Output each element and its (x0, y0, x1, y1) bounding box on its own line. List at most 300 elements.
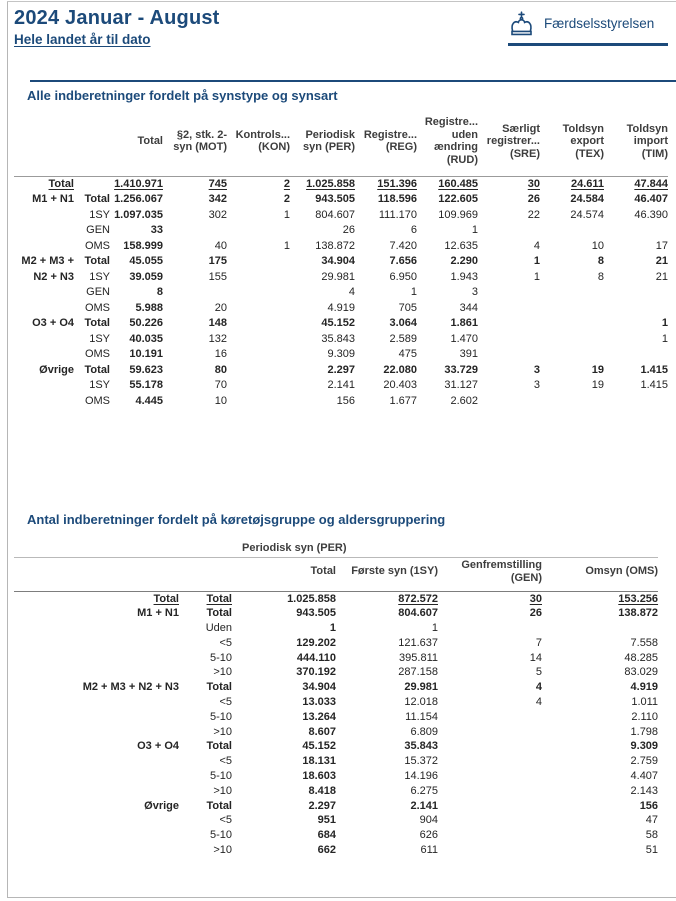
column-header: Særligt registrer... (SRE) (478, 112, 540, 176)
header-spacer (14, 538, 180, 557)
section-divider-line (30, 80, 676, 82)
value-cell: 24.611 (570, 177, 604, 190)
column-header: Total (110, 112, 163, 176)
value-cell: 804.607 (315, 208, 355, 221)
value-cell: 8 (597, 270, 604, 283)
value-cell: 342 (208, 193, 227, 205)
value-cell: 2.602 (450, 394, 478, 407)
row-group-cell (14, 636, 180, 651)
value-cell: 7.656 (389, 255, 417, 267)
table-row (14, 636, 658, 651)
value-cell (227, 347, 290, 363)
row-group-label: M1 + N1 (32, 193, 74, 205)
row-group-cell (14, 254, 74, 283)
value-cell: 22.080 (383, 363, 417, 376)
value-cell (540, 332, 604, 348)
table-row (14, 254, 668, 270)
table-row (14, 192, 668, 208)
value-cell: 156 (639, 799, 659, 812)
value-cell: 29.981 (321, 270, 355, 283)
value-cell: 10.191 (129, 348, 163, 360)
value-cell: 40.035 (129, 332, 163, 345)
crown-icon (508, 11, 535, 36)
value-cell: 1.415 (640, 379, 668, 391)
value-cell: 13.264 (302, 710, 336, 723)
table-row (14, 843, 658, 858)
table-row (14, 378, 668, 394)
row-group-cell (14, 301, 72, 317)
value-cell: 15.372 (404, 755, 438, 768)
value-cell (227, 332, 290, 348)
row-group-label: Øvrige (39, 363, 74, 376)
value-cell: 34.904 (321, 255, 355, 267)
value-cell: 1.415 (640, 363, 668, 376)
column-header: Periodisk syn (PER) (290, 112, 355, 176)
span-header-row (14, 538, 658, 557)
value-cell: 51 (645, 844, 659, 857)
value-cell: 904 (419, 814, 438, 827)
table-row (14, 606, 658, 621)
row-sub-label: >10 (213, 844, 232, 857)
value-cell: 45.055 (129, 255, 163, 267)
value-cell: 951 (317, 814, 336, 827)
row-group-cell (14, 285, 72, 301)
row-group-cell (14, 843, 180, 858)
row-group-cell (14, 363, 72, 379)
row-sub-label: GEN (86, 224, 110, 236)
value-cell: 9.309 (630, 740, 659, 753)
value-cell: 344 (459, 301, 478, 314)
column-header: Kontrols... (KON) (227, 112, 290, 176)
value-cell: 30 (529, 592, 542, 605)
table-row (14, 208, 668, 224)
value-cell (604, 285, 668, 301)
value-cell (438, 739, 542, 754)
value-cell: 1.025.858 (287, 592, 336, 605)
value-cell: 1.861 (450, 317, 478, 329)
row-sub-label: Total (84, 255, 110, 267)
value-cell (478, 285, 540, 301)
value-cell: 16 (214, 348, 227, 360)
value-cell: 6.809 (410, 725, 438, 738)
value-cell (227, 394, 290, 410)
row-sub-label: >10 (213, 725, 232, 738)
value-cell: 155 (208, 270, 227, 283)
value-cell: 158.999 (123, 239, 163, 252)
value-cell (478, 347, 540, 363)
value-cell (227, 254, 290, 270)
value-cell: 2.143 (630, 784, 659, 797)
value-cell: 804.607 (398, 607, 438, 620)
row-group-label: M2 + M3 + N2 + N3 (82, 681, 179, 694)
value-cell: 160.485 (438, 177, 478, 190)
value-cell: 2.297 (327, 363, 355, 376)
value-cell: 2 (283, 177, 290, 190)
table-row (14, 828, 658, 843)
row-group-cell (14, 378, 72, 394)
row-group-label: O3 + O4 (137, 740, 179, 753)
row-group-label: Øvrige (144, 799, 179, 812)
row-group-cell (14, 651, 180, 666)
row-group-label: M2 + M3 + N2 + N3 (21, 255, 74, 283)
value-cell: 1 (661, 332, 668, 345)
table-row (14, 223, 668, 239)
row-sub-label: OMS (84, 348, 110, 360)
value-cell: 705 (398, 301, 417, 314)
row-group-cell (14, 347, 72, 363)
value-cell (227, 285, 290, 301)
value-cell: 138.872 (315, 239, 355, 252)
value-cell (438, 784, 542, 799)
value-cell: 46.390 (634, 208, 668, 221)
value-cell: 10 (591, 239, 604, 252)
value-cell: 1 (431, 622, 438, 635)
value-cell (227, 378, 290, 394)
value-cell: 302 (208, 208, 227, 221)
value-cell: 872.572 (398, 592, 438, 605)
row-group-cell (14, 621, 180, 636)
koretojsgruppe-table (14, 538, 658, 858)
value-cell: 24.574 (570, 208, 604, 221)
value-cell: 1.410.971 (114, 177, 163, 190)
value-cell: 83.029 (624, 666, 659, 679)
row-sub-label: OMS (84, 239, 110, 252)
value-cell: 1.011 (631, 696, 659, 709)
row-sub-label: Total (84, 363, 110, 376)
row-group-cell (14, 754, 180, 769)
value-cell (604, 223, 668, 239)
value-cell: 122.605 (438, 193, 478, 205)
value-cell: 109.969 (438, 208, 478, 221)
table-row (14, 784, 658, 799)
row-sub-label: Total (206, 740, 232, 753)
value-cell: 1.097.035 (114, 208, 163, 221)
table-row (14, 710, 658, 725)
value-cell: 21 (655, 255, 668, 267)
table-row (14, 695, 658, 710)
row-sub-label: OMS (84, 394, 110, 407)
value-cell: 3 (471, 286, 478, 298)
row-group-cell (14, 828, 180, 843)
value-cell: 29.981 (404, 681, 438, 694)
value-cell: 745 (208, 177, 227, 190)
value-cell (227, 363, 290, 379)
value-cell: 2.297 (308, 799, 336, 812)
value-cell: 943.505 (315, 193, 355, 205)
table-row (14, 270, 668, 286)
row-sub-label: 1SY (89, 332, 110, 345)
value-cell: 1.256.067 (114, 193, 163, 205)
row-group-cell (14, 799, 180, 814)
value-cell: 8.418 (308, 784, 336, 797)
header-spacer (14, 112, 72, 176)
value-cell: 626 (419, 829, 438, 842)
row-group-cell (14, 223, 72, 239)
table-header-row (14, 112, 668, 176)
value-cell (478, 332, 540, 348)
value-cell: 2.110 (631, 710, 659, 723)
table-row (14, 301, 668, 317)
row-group-label: O3 + O4 (32, 317, 74, 329)
row-group-cell (14, 332, 72, 348)
table-row (14, 754, 658, 769)
row-group-cell (14, 739, 180, 754)
value-cell: 5 (535, 666, 542, 679)
value-cell: 40 (214, 239, 227, 252)
column-header: Første syn (1SY) (336, 557, 438, 591)
value-cell: 13.033 (302, 696, 336, 709)
value-cell: 24.584 (570, 193, 604, 205)
section1-title: Alle indberetninger fordelt på synstype og synsart (27, 88, 338, 103)
page-frame-bottom (7, 897, 676, 898)
table-row (14, 363, 668, 379)
row-group-label: Total (48, 177, 74, 190)
value-cell (540, 316, 604, 332)
value-cell: 121.637 (398, 636, 438, 649)
value-cell: 2.589 (389, 332, 417, 345)
value-cell: 129.202 (296, 636, 336, 649)
value-cell (540, 394, 604, 410)
value-cell (163, 223, 227, 239)
table-row (14, 591, 658, 606)
value-cell (478, 223, 540, 239)
section2-title: Antal indberetninger fordelt på køretøjsgruppe og aldersgruppering (27, 512, 446, 527)
column-header: Omsyn (OMS) (542, 557, 658, 591)
row-sub-label: Total (84, 193, 110, 205)
value-cell: 4 (535, 696, 542, 709)
table-row (14, 813, 658, 828)
row-sub-label: 1SY (89, 379, 110, 391)
value-cell: 33 (150, 224, 163, 236)
row-group-cell (14, 239, 72, 255)
row-group-cell (14, 270, 72, 286)
span-column-header: Periodisk syn (PER) (232, 538, 658, 557)
logo-text: Færdselsstyrelsen (544, 16, 655, 31)
value-cell: 6.275 (410, 784, 438, 797)
value-cell: 35.843 (404, 740, 438, 753)
value-cell: 46.407 (634, 193, 668, 205)
value-cell (604, 301, 668, 317)
column-header: Toldsyn export (TEX) (540, 112, 604, 176)
table-row (14, 347, 668, 363)
page-frame-top (7, 1, 676, 2)
faerdselsstyrelsen-logo (508, 11, 668, 46)
value-cell: 26 (527, 193, 540, 205)
report-title: 2024 Januar - August (14, 7, 220, 29)
row-sub-label: <5 (219, 696, 232, 709)
value-cell: 475 (398, 348, 417, 360)
table-row (14, 769, 658, 784)
table-row (14, 239, 668, 255)
value-cell: 151.396 (377, 177, 417, 190)
value-cell: 1 (533, 270, 540, 283)
row-group-cell (14, 665, 180, 680)
value-cell (163, 285, 227, 301)
value-cell (227, 223, 290, 239)
value-cell (438, 725, 542, 740)
row-sub-label (72, 176, 110, 192)
table-row (14, 651, 658, 666)
header-spacer (180, 557, 232, 591)
value-cell: 6 (410, 224, 417, 236)
value-cell: 395.811 (399, 651, 438, 664)
row-sub-label: 1SY (89, 208, 110, 221)
value-cell: 2.290 (450, 255, 478, 267)
value-cell: 70 (214, 379, 227, 391)
value-cell (478, 301, 540, 317)
row-group-cell (14, 606, 180, 621)
value-cell: 18.131 (302, 755, 336, 768)
value-cell: 1.470 (450, 332, 478, 345)
value-cell (478, 394, 540, 410)
value-cell (540, 301, 604, 317)
value-cell (438, 621, 542, 636)
value-cell: 1 (533, 255, 540, 267)
value-cell: 943.505 (296, 607, 336, 620)
page-frame-left (7, 1, 8, 898)
value-cell (540, 223, 604, 239)
row-group-cell (14, 176, 72, 192)
value-cell: 34.904 (302, 681, 336, 694)
value-cell: 662 (317, 844, 336, 857)
table-row (14, 176, 668, 192)
table-row (14, 665, 658, 680)
value-cell: 156 (336, 394, 355, 407)
value-cell: 58 (645, 829, 659, 842)
header-spacer (180, 538, 232, 557)
value-cell: 47.844 (634, 177, 668, 190)
value-cell: 1.025.858 (306, 177, 355, 190)
table-row (14, 680, 658, 695)
table-row (14, 285, 668, 301)
value-cell: 4.919 (630, 681, 659, 694)
table-body (14, 591, 658, 858)
value-cell: 4 (533, 239, 540, 252)
row-sub-label: 5-10 (209, 829, 232, 842)
value-cell: 287.158 (398, 666, 438, 679)
column-header: Registre... uden ændring (RUD) (417, 112, 478, 176)
value-cell: 8 (156, 286, 163, 298)
header-spacer (72, 112, 110, 176)
value-cell: 19 (591, 379, 604, 391)
value-cell: 1.677 (389, 394, 417, 407)
value-cell (604, 347, 668, 363)
row-group-label: Total (153, 592, 179, 605)
value-cell: 4.407 (630, 770, 659, 783)
value-cell: 35.843 (321, 332, 355, 345)
value-cell: 3 (533, 363, 540, 376)
value-cell (227, 316, 290, 332)
value-cell: 1 (661, 317, 668, 329)
value-cell: 48.285 (624, 651, 659, 664)
value-cell (438, 754, 542, 769)
value-cell: 17 (655, 239, 668, 252)
value-cell: 30 (527, 177, 540, 190)
row-group-cell (14, 769, 180, 784)
row-group-cell (14, 710, 180, 725)
row-group-cell (14, 813, 180, 828)
table-row (14, 739, 658, 754)
row-group-cell (14, 394, 72, 410)
row-group-cell (14, 784, 180, 799)
synstype-table (14, 112, 668, 409)
value-cell: 1.943 (450, 270, 478, 283)
value-cell: 3 (533, 379, 540, 391)
value-cell (438, 813, 542, 828)
value-cell: 59.623 (129, 363, 163, 376)
column-header: §2, stk. 2-syn (MOT) (163, 112, 227, 176)
row-sub-label: Total (206, 607, 232, 620)
row-sub-label: <5 (219, 814, 232, 827)
row-group-cell (14, 208, 72, 224)
value-cell: 45.152 (321, 317, 355, 329)
table-header-row (14, 557, 658, 591)
value-cell (540, 347, 604, 363)
value-cell: 8 (597, 255, 604, 267)
value-cell: 45.152 (302, 740, 336, 753)
value-cell (438, 828, 542, 843)
value-cell: 31.127 (444, 379, 478, 391)
column-header: Total (232, 557, 336, 591)
column-header: Genfremstilling (GEN) (438, 557, 542, 591)
row-sub-label: 5-10 (209, 770, 232, 783)
value-cell: 8.607 (308, 725, 336, 738)
row-group-cell (14, 695, 180, 710)
row-group-cell (14, 725, 180, 740)
row-sub-label: OMS (84, 301, 110, 314)
value-cell: 444.110 (296, 651, 336, 664)
value-cell (438, 799, 542, 814)
value-cell: 7 (535, 636, 542, 649)
column-header: Toldsyn import (TIM) (604, 112, 668, 176)
value-cell: 4 (535, 681, 542, 694)
value-cell: 2.759 (630, 755, 659, 768)
table-row (14, 394, 668, 410)
value-cell: 132 (208, 332, 227, 345)
row-sub-label: >10 (213, 784, 232, 797)
value-cell: 7.420 (389, 239, 417, 252)
value-cell: 10 (214, 394, 227, 407)
table-row (14, 332, 668, 348)
table-row (14, 799, 658, 814)
value-cell: 55.178 (129, 379, 163, 391)
value-cell: 111.170 (378, 208, 417, 221)
value-cell (540, 285, 604, 301)
value-cell (438, 710, 542, 725)
value-cell (227, 301, 290, 317)
value-cell: 1.798 (630, 725, 659, 738)
value-cell (478, 316, 540, 332)
row-sub-label: Total (84, 317, 110, 329)
row-sub-label: 5-10 (209, 710, 232, 723)
value-cell: 153.256 (618, 592, 659, 605)
row-sub-label: Total (206, 799, 232, 812)
value-cell: 2.141 (327, 379, 355, 391)
value-cell (604, 394, 668, 410)
value-cell: 22 (527, 208, 540, 221)
value-cell: 1 (283, 239, 290, 252)
value-cell: 39.059 (129, 270, 163, 283)
table-row (14, 316, 668, 332)
value-cell: 14 (529, 651, 542, 664)
row-sub-label: 5-10 (209, 651, 232, 664)
table-row (14, 725, 658, 740)
value-cell: 4 (348, 286, 355, 298)
row-sub-label: Total (206, 681, 232, 694)
report-subtitle: Hele landet år til dato (14, 32, 151, 47)
value-cell: 12.635 (444, 239, 478, 252)
value-cell: 80 (214, 363, 227, 376)
